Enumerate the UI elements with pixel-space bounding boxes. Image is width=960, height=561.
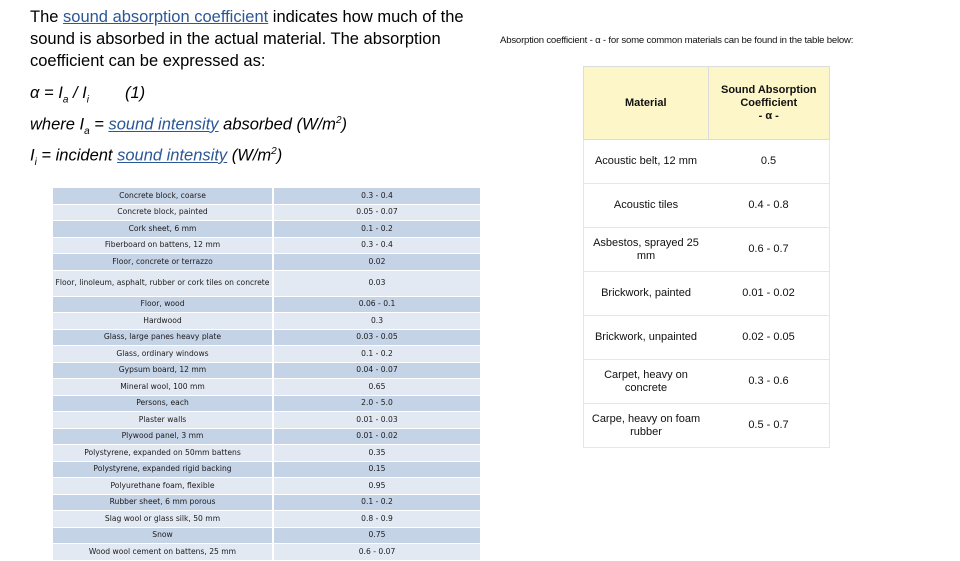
table-row (53, 188, 480, 204)
material-cell: Acoustic belt, 12 mm (584, 140, 709, 184)
where1-suffix: absorbed (W/m (218, 115, 336, 134)
where2-suffix: (W/m (227, 146, 272, 165)
coefficient-cell: 0.02 (273, 254, 480, 271)
coefficient-cell: 0.1 - 0.2 (273, 494, 480, 511)
table-row (53, 461, 480, 478)
table-row (584, 316, 830, 360)
material-cell: Floor, linoleum, asphalt, rubber or cork tiles on concrete (53, 270, 273, 296)
coefficient-cell: 0.35 (273, 445, 480, 462)
material-cell: Brickwork, unpainted (584, 316, 709, 360)
material-cell: Asbestos, sprayed 25 mm (584, 228, 709, 272)
table-row (584, 404, 830, 448)
table-row (53, 445, 480, 462)
table-row (53, 544, 480, 561)
where2-prefix: I (30, 146, 35, 165)
where2-eq: = incident (36, 146, 118, 165)
coefficient-cell: 0.1 - 0.2 (273, 221, 480, 238)
table-row (584, 272, 830, 316)
coefficient-cell: 0.05 - 0.07 (273, 204, 480, 221)
material-cell: Plaster walls (53, 412, 273, 429)
coefficient-cell: 0.1 - 0.2 (273, 346, 480, 363)
formula-sub-a: a (62, 94, 69, 106)
material-cell: Snow (53, 527, 273, 544)
where1-eq: = (89, 115, 109, 134)
where2-sub: i (34, 156, 37, 168)
header-coef-line2: Coefficient (740, 96, 798, 109)
material-cell: Glass, large panes heavy plate (53, 329, 273, 346)
table-row (53, 254, 480, 271)
coefficient-cell: 0.5 (708, 140, 830, 184)
where2-close: ) (276, 146, 283, 165)
coefficient-cell: 0.06 - 0.1 (273, 296, 480, 313)
material-cell: Floor, wood (53, 296, 273, 313)
table-row (53, 221, 480, 238)
materials-coefficient-table (53, 188, 480, 561)
material-cell: Concrete block, coarse (53, 188, 273, 204)
table-row (53, 428, 480, 445)
table-row (53, 395, 480, 412)
coefficient-cell: 0.04 - 0.07 (273, 362, 480, 379)
coefficient-cell: 2.0 - 5.0 (273, 395, 480, 412)
table-row (53, 237, 480, 254)
material-cell: Floor, concrete or terrazzo (53, 254, 273, 271)
table-row (53, 204, 480, 221)
table-row (53, 346, 480, 363)
coefficient-cell: 0.6 - 0.07 (273, 544, 480, 561)
coefficient-cell: 0.75 (273, 527, 480, 544)
table-row (53, 379, 480, 396)
formula-slash: / I (68, 84, 87, 102)
coefficient-cell: 0.3 - 0.4 (273, 188, 480, 204)
material-cell: Acoustic tiles (584, 184, 709, 228)
right-table-header-row (584, 67, 830, 140)
material-cell: Plywood panel, 3 mm (53, 428, 273, 445)
material-cell: Slag wool or glass silk, 50 mm (53, 511, 273, 528)
where1-sub: a (84, 125, 90, 137)
equation-number: (1) (124, 84, 146, 102)
table-row (53, 478, 480, 495)
header-coef-line3: - α - (758, 109, 779, 122)
header-coef-line1: Sound Absorption (720, 83, 817, 96)
coefficient-cell: 0.3 - 0.4 (273, 237, 480, 254)
material-cell: Persons, each (53, 395, 273, 412)
coefficient-cell: 0.3 (273, 313, 480, 330)
table-row (53, 494, 480, 511)
material-cell: Rubber sheet, 6 mm porous (53, 494, 273, 511)
sound-intensity-link-2[interactable]: sound intensity (117, 146, 228, 165)
material-cell: Glass, ordinary windows (53, 346, 273, 363)
material-cell: Polystyrene, expanded rigid backing (53, 461, 273, 478)
where-absorbed-definition (30, 115, 347, 137)
material-cell: Polystyrene, expanded on 50mm battens (53, 445, 273, 462)
coefficient-cell: 0.01 - 0.03 (273, 412, 480, 429)
where1-sup: 2 (335, 115, 342, 126)
table-row (53, 362, 480, 379)
coefficient-cell: 0.03 (273, 270, 480, 296)
coefficient-cell: 0.8 - 0.9 (273, 511, 480, 528)
coefficient-cell: 0.65 (273, 379, 480, 396)
incident-definition (30, 146, 282, 168)
material-cell: Polyurethane foam, flexible (53, 478, 273, 495)
coefficient-cell: 0.5 - 0.7 (708, 404, 830, 448)
material-cell: Hardwood (53, 313, 273, 330)
intro-text-1: The (30, 8, 64, 26)
common-materials-table (583, 66, 830, 448)
coefficient-cell: 0.02 - 0.05 (708, 316, 830, 360)
absorption-formula (30, 84, 145, 105)
sound-intensity-link-1[interactable]: sound intensity (108, 115, 219, 134)
coefficient-cell: 0.95 (273, 478, 480, 495)
material-cell: Carpe, heavy on foam rubber (584, 404, 709, 448)
material-cell: Cork sheet, 6 mm (53, 221, 273, 238)
coefficient-cell: 0.6 - 0.7 (708, 228, 830, 272)
material-cell: Fiberboard on battens, 12 mm (53, 237, 273, 254)
sound-absorption-coefficient-link[interactable]: sound absorption coefficient (63, 8, 269, 26)
table-row (584, 228, 830, 272)
intro-paragraph (30, 6, 490, 72)
header-material: Material (584, 67, 709, 140)
table-row (53, 270, 480, 296)
coefficient-cell: 0.03 - 0.05 (273, 329, 480, 346)
where2-sup: 2 (271, 146, 277, 157)
coefficient-cell: 0.01 - 0.02 (273, 428, 480, 445)
table-row (584, 140, 830, 184)
table-row (53, 511, 480, 528)
table-row (53, 313, 480, 330)
material-cell: Carpet, heavy on concrete (584, 360, 709, 404)
where1-prefix: where I (30, 115, 85, 134)
where1-close: ) (341, 115, 347, 134)
table-row (53, 329, 480, 346)
coefficient-cell: 0.4 - 0.8 (708, 184, 830, 228)
table-caption: Absorption coefficient - α - for some common materials can be found in the table below: (500, 35, 854, 46)
intro-text-2: indicates how much of the sound is absorbed in the actual material. The absorption coefficient can be expressed as: (30, 8, 464, 70)
coefficient-cell: 0.01 - 0.02 (708, 272, 830, 316)
formula-sub-i: i (86, 94, 89, 106)
table-row (53, 527, 480, 544)
material-cell: Concrete block, painted (53, 204, 273, 221)
material-cell: Brickwork, painted (584, 272, 709, 316)
table-row (53, 412, 480, 429)
coefficient-cell: 0.15 (273, 461, 480, 478)
table-row (584, 360, 830, 404)
header-coefficient (708, 67, 830, 140)
coefficient-cell: 0.3 - 0.6 (708, 360, 830, 404)
material-cell: Wood wool cement on battens, 25 mm (53, 544, 273, 561)
table-row (584, 184, 830, 228)
formula-alpha: α = I (30, 84, 63, 102)
material-cell: Gypsum board, 12 mm (53, 362, 273, 379)
material-cell: Mineral wool, 100 mm (53, 379, 273, 396)
table-row (53, 296, 480, 313)
